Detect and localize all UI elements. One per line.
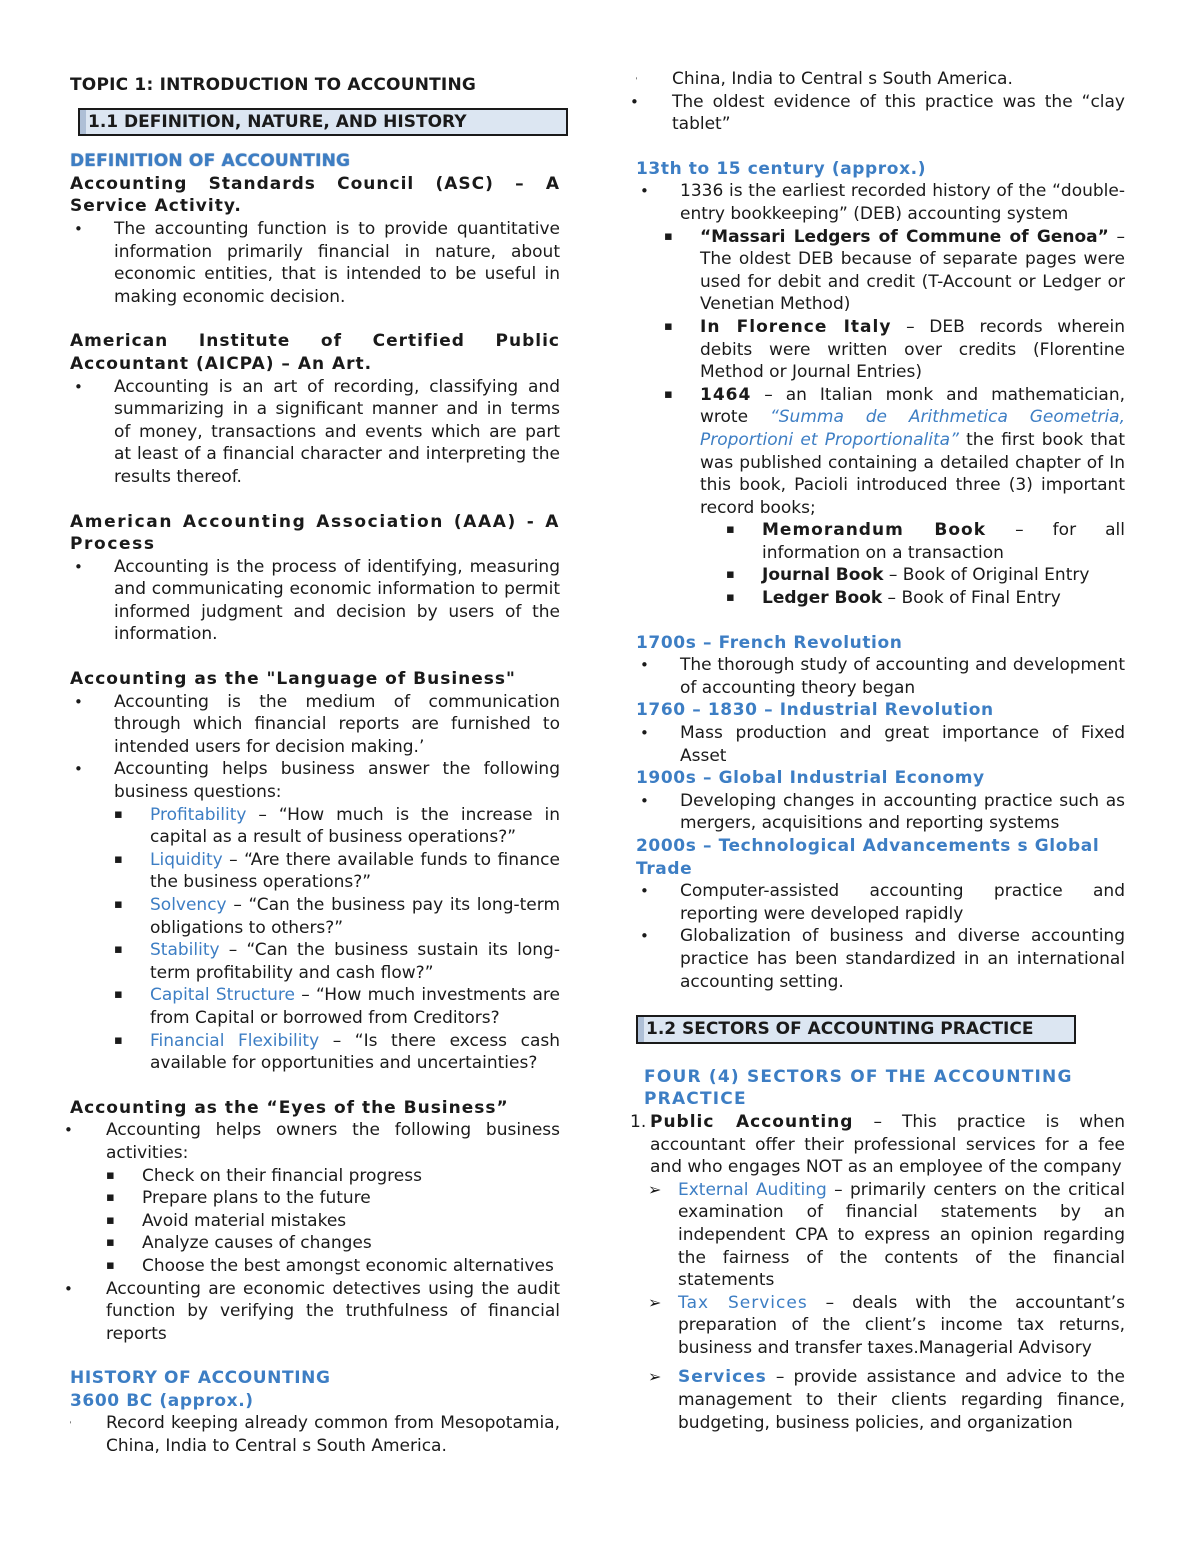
list-item: • Accounting is the process of identifying, measuring and communicating economic information to permit informed judgment and decision by users of the information.: [70, 556, 560, 646]
section-1-1-box: 1.1 DEFINITION, NATURE, AND HISTORY: [78, 108, 568, 137]
question-text: – “Is there excess cash available for opportunities and uncertainties?: [150, 1030, 560, 1074]
question-item: [114, 1030, 560, 1075]
question-term: Stability: [150, 940, 220, 961]
list-item: • Record keeping already common from Mesopotamia, China, India to Central s South America.: [70, 1412, 560, 1457]
sub-item-text: the first book that was published containing a detailed chapter of In this book, Pacioli introduced three (3) important record books;: [700, 429, 1125, 518]
sub-item: [664, 316, 1125, 384]
activity-item: ▪ Analyze causes of changes: [106, 1232, 560, 1255]
public-accounting-text: – This practice is when accountant offer their professional services for a fee and who engages NOT as an employee of the company: [650, 1111, 1125, 1178]
list-item: • Developing changes in accounting practice such as mergers, acquisitions and reporting systems: [636, 790, 1125, 835]
record-books-list: [726, 519, 1125, 609]
list-item: • Globalization of business and diverse accounting practice has been standardized in an international accounting setting.: [636, 925, 1125, 993]
activity-item: ▪ Avoid material mistakes: [106, 1210, 560, 1233]
list-item: [70, 1119, 560, 1277]
question-term: Capital Structure: [150, 985, 295, 1006]
question-item: [114, 804, 560, 849]
book-title: “Summa de Arithmetica Geometria, Proportioni et Proportionalita”: [700, 407, 1126, 450]
sub-item-text: – an Italian monk and mathematician, wrote: [700, 384, 1125, 428]
history-heading: HISTORY OF ACCOUNTING: [70, 1368, 331, 1389]
topic-title: TOPIC 1: INTRODUCTION TO ACCOUNTING: [70, 75, 477, 95]
list-item-text: 1336 is the earliest recorded history of the “double- entry bookkeeping” (DEB) accounting system: [680, 181, 1125, 224]
list-item-continued: [636, 68, 1125, 91]
list-item: • Accounting are economic detectives using the audit function by verifying the truthfulness of financial reports: [70, 1278, 560, 1346]
list-item: • The oldest evidence of this practice was the “clay tablet”: [636, 91, 1125, 136]
language-heading: Accounting as the "Language of Business": [70, 669, 516, 690]
list-item: • Accounting is an art of recording, classifying and summarizing in a significant manner and in terms of money, transactions and events which are part at least of a financial character and interpreting the results thereof.: [70, 376, 560, 489]
aicpa-heading: American Institute of Certified Public Accountant (AICPA) – An Art.: [70, 331, 560, 374]
book-name: Memorandum Book: [762, 520, 987, 541]
activities-list: [106, 1165, 560, 1278]
list-item: • Computer-assisted accounting practice and reporting were developed rapidly: [636, 880, 1125, 925]
c13-heading: 13th to 15 century (approx.): [636, 158, 927, 179]
eyes-heading: Accounting as the “Eyes of the Business”: [70, 1097, 509, 1118]
tech-list: [636, 880, 1125, 993]
list-item: • The accounting function is to provide quantitative information primarily financial in nature, about economic entities, that is intended to be useful in making economic decision.: [70, 218, 560, 308]
question-text: – “How much investments are from Capital or borrowed from Creditors?: [150, 985, 560, 1028]
french-list: [636, 654, 1125, 699]
question-term: Profitability: [150, 804, 247, 825]
definition-heading: DEFINITION OF ACCOUNTING: [70, 151, 351, 172]
aicpa-list: [70, 376, 560, 489]
sub-item-text: – The oldest DEB because of separate pages were used for debit and credit (T-Account or Ledger or Venetian Method): [700, 226, 1126, 315]
bc-heading: 3600 BC (approx.): [70, 1390, 254, 1411]
asc-heading: Accounting Standards Council (ASC) – A Service Activity.: [70, 173, 560, 217]
question-term: Financial Flexibility: [150, 1030, 320, 1051]
industrial-list: [636, 722, 1125, 767]
eyes-list: [70, 1119, 560, 1345]
question-text: – “How much is the increase in capital as a result of business operations?”: [150, 804, 560, 848]
list-item-text: • China, India to Central s South America.: [672, 69, 1013, 89]
business-questions-list: [114, 804, 560, 1075]
activity-item: ▪ Choose the best amongst economic alternatives: [106, 1255, 560, 1278]
bc-list-continued: [636, 68, 1125, 136]
aaa-list: [70, 556, 560, 646]
list-item-text: Accounting helps business answer the following business questions:: [114, 759, 560, 803]
language-list: [70, 691, 560, 1075]
list-item-text: Accounting helps owners the following business activities:: [106, 1120, 560, 1163]
service-term: External Auditing: [678, 1179, 827, 1200]
tech-heading: 2000s – Technological Advancements s Global Trade: [636, 836, 1100, 879]
service-term: Services: [678, 1367, 767, 1388]
sub-item-bold: 1464: [700, 384, 752, 405]
public-accounting-item: [630, 1111, 1126, 1434]
item-number: 1.: [630, 1111, 647, 1132]
question-text: – “Can the business sustain its long-term profitability and cash flow?”: [150, 940, 560, 983]
book-text: – Book of Final Entry: [882, 588, 1061, 609]
list-item: • The thorough study of accounting and development of accounting theory began: [636, 654, 1125, 699]
question-item: [114, 939, 560, 984]
question-item: [114, 894, 560, 939]
question-text: – “Are there available funds to finance the business operations?”: [150, 849, 560, 893]
bc-list: [70, 1412, 560, 1457]
global-heading: 1900s – Global Industrial Economy: [636, 768, 985, 789]
public-services-list: [642, 1179, 1125, 1435]
book-item: [726, 587, 1125, 610]
public-accounting-title: Public Accounting: [650, 1111, 854, 1132]
sub-item-text: – DEB records wherein debits were written over credits (Florentine Method or Journal Entries): [700, 316, 1126, 383]
question-term: Liquidity: [150, 849, 223, 870]
c13-list: [636, 180, 1125, 609]
list-item: [70, 758, 560, 1074]
service-text: – deals with the accountant’s preparation of the client’s income tax returns, business and transfer taxes.Managerial Advisory: [678, 1292, 1125, 1358]
industrial-heading: 1760 – 1830 – Industrial Revolution: [636, 700, 994, 721]
sub-item: [664, 384, 1125, 610]
service-item: [642, 1366, 1125, 1434]
c13-sublist: [664, 226, 1125, 610]
aaa-heading: American Accounting Association (AAA) - A Process: [70, 511, 560, 555]
activity-item: ▪ Prepare plans to the future: [106, 1187, 560, 1210]
question-text: – “Can the business pay its long-term obligations to others?”: [150, 895, 560, 938]
left-column: [70, 68, 560, 1457]
sub-item-bold: “Massari Ledgers of Commune of Genoa”: [700, 226, 1109, 247]
book-item: [726, 564, 1125, 587]
four-sectors-heading: FOUR (4) SECTORS OF THE ACCOUNTING PRACTICE: [644, 1066, 1073, 1110]
book-name: Ledger Book: [762, 588, 883, 609]
service-text: – provide assistance and advice to the management to their clients regarding finance, budgeting, business policies, and organization: [678, 1367, 1125, 1433]
book-name: Journal Book: [762, 565, 884, 586]
service-item: [642, 1179, 1125, 1292]
question-term: Solvency: [150, 895, 227, 915]
list-item: • Accounting is the medium of communication through which financial reports are furnished to intended users for decision making.’: [70, 691, 560, 759]
question-item: [114, 849, 560, 894]
service-item: [642, 1292, 1125, 1360]
book-text: – Book of Original Entry: [883, 565, 1090, 586]
service-text: – primarily centers on the critical examination of financial statements by an independent CPA to express an opinion regarding the fairness of the contents of the financial statements: [678, 1179, 1126, 1291]
global-list: [636, 790, 1125, 835]
service-term: Tax Services: [678, 1292, 808, 1313]
asc-list: [70, 218, 560, 308]
book-item: [726, 519, 1125, 564]
activity-item: ▪ Check on their financial progress: [106, 1165, 560, 1188]
book-text: – for all information on a transaction: [762, 520, 1126, 563]
section-1-2-box: 1.2 SECTORS OF ACCOUNTING PRACTICE: [636, 1015, 1076, 1044]
list-item: • Mass production and great importance of Fixed Asset: [636, 722, 1125, 767]
list-item: [636, 180, 1125, 609]
french-heading: 1700s – French Revolution: [636, 632, 903, 653]
question-item: [114, 984, 560, 1029]
right-column: [630, 68, 1126, 1434]
sub-item: [664, 226, 1125, 316]
sub-item-bold: In Florence Italy: [700, 316, 892, 337]
